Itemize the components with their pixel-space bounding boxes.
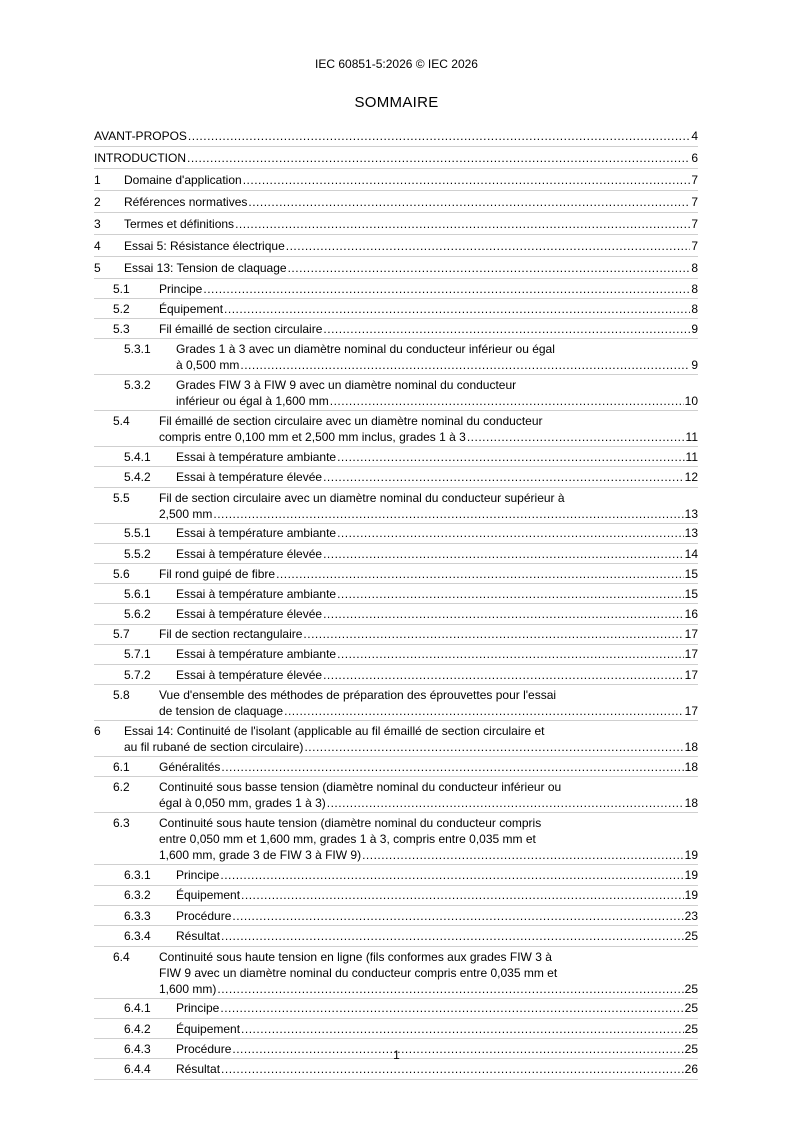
toc-entry[interactable] [94,544,698,564]
toc-entry-title-line: Essai à température ambiante [176,449,337,464]
toc-entry[interactable] [94,813,698,865]
dot-leader [276,566,684,582]
toc-entry[interactable] [94,169,698,191]
dot-leader [362,847,684,863]
toc-entry-title-line: INTRODUCTION [94,150,186,165]
dot-leader [235,216,690,232]
toc-entry-title-line: Principe [159,281,203,296]
toc-entry-title-line: Fil émaillé de section circulaire avec un diamètre nominal du conducteur [159,414,543,428]
toc-entry-number: 5.5.1 [124,526,151,541]
dot-leader [221,928,684,944]
toc-entry-title-line: Généralités [159,759,221,774]
toc-entry-title-line: Essai à température élevée [176,607,323,622]
toc-entry-title-line: Essai à température élevée [176,546,323,561]
toc-entry-page: 23 [684,908,698,923]
toc-entry-title-line: Essai à température ambiante [176,647,337,662]
toc-entry[interactable] [94,339,698,375]
toc-entry[interactable] [94,235,698,257]
toc-entry-number: 5.5.2 [124,546,151,561]
dot-leader [304,739,683,755]
toc-entry-number: 6.4.1 [124,1001,151,1016]
toc-entry-title-line: Vue d'ensemble des méthodes de préparation des éprouvettes pour l'essai [159,688,557,703]
toc-entry-title-line: Grades FIW 3 à FIW 9 avec un diamètre nominal du conducteur [176,378,517,392]
toc-entry-page: 12 [684,469,698,484]
toc-entry[interactable] [94,411,698,447]
toc-entry[interactable] [94,665,698,685]
toc-entry-number: 2 [94,194,101,209]
toc-entry-title-line: entre 0,050 mm et 1,600 mm, grades 1 à 3, compris entre 0,035 mm et [159,832,536,847]
toc-entry-page: 9 [691,358,698,372]
toc-entry-number: 6 [94,724,101,739]
toc-entry[interactable] [94,257,698,279]
toc-entry[interactable] [94,524,698,544]
toc-entry-title-line: 2,500 mm [159,506,213,521]
toc-entry-title-line: Fil de section circulaire avec un diamètre nominal du conducteur supérieur à [159,490,565,505]
toc-entry-title-line: à 0,500 mm [176,358,240,372]
dot-leader [337,646,684,662]
toc-entry-number: 6.3.3 [124,908,151,923]
toc-entry[interactable] [94,757,698,777]
toc-entry-number: 5.4.2 [124,469,151,484]
toc-entry-page: 25 [684,928,698,943]
toc-entry-number: 5.7.2 [124,667,151,682]
toc-entry-page: 7 [691,238,698,253]
toc-entry-title-line: au fil rubané de section circulaire) [124,740,304,755]
toc-entry-number: 5.3.1 [124,342,151,356]
toc-entry-title-line: Principe [176,868,220,883]
dot-leader [203,281,690,297]
dot-leader [323,546,684,562]
toc-entry-page: 18 [684,740,698,755]
dot-leader [232,908,683,924]
dot-leader [240,357,690,373]
toc-entry-page: 17 [684,667,698,682]
toc-entry-number: 6.3.2 [124,888,151,903]
toc-entry-number: 5.6.2 [124,607,151,622]
toc-entry-number: 6.1 [113,759,130,774]
toc-entry-page: 18 [684,796,698,811]
toc-entry-page: 15 [684,586,698,601]
toc-entry[interactable] [94,299,698,319]
toc-entry-page: 11 [685,449,698,464]
dot-leader [467,429,685,445]
toc-entry-title-line: Essai 5: Résistance électrique [124,238,285,253]
toc-entry[interactable] [94,999,698,1019]
toc-entry-number: 5.2 [113,301,130,316]
toc-entry-number: 6.4.3 [124,1041,151,1056]
toc-entry-page: 18 [684,759,698,774]
dot-leader [221,1061,684,1077]
dot-leader [337,525,684,541]
toc-entry-page: 25 [684,1021,698,1036]
toc-entry-page: 11 [685,430,698,444]
dot-leader [323,606,684,622]
toc-entry-title-line: Essai 13: Tension de claquage [124,260,287,275]
toc-entry-title-line: Essai 14: Continuité de l'isolant (applicable au fil émaillé de section circulaire et [124,724,545,739]
dot-leader [224,301,690,317]
toc-entry-page: 13 [684,506,698,521]
page-title: SOMMAIRE [354,94,439,111]
toc-entry-title-line: Fil de section rectangulaire [159,627,303,642]
toc-entry[interactable] [94,685,698,721]
toc-entry-page: 7 [691,172,698,187]
toc-entry[interactable] [94,1019,698,1039]
dot-leader [188,128,690,144]
toc-entry-number: 6.2 [113,780,130,795]
toc-entry-page: 26 [684,1062,698,1077]
dot-leader [330,393,684,409]
toc-entry-number: 6.3.4 [124,928,151,943]
toc-entry-page: 16 [684,607,698,622]
toc-entry-page: 14 [684,546,698,561]
dot-leader [286,238,691,254]
dot-leader [323,469,684,485]
toc-entry-number: 5.7 [113,627,130,642]
toc-entry-number: 5.5 [113,490,130,505]
toc-entry-page: 25 [684,981,698,996]
toc-entry[interactable] [94,906,698,926]
toc-entry-page: 19 [684,848,698,863]
toc-entry[interactable] [94,191,698,213]
toc-entry-page: 17 [684,704,698,719]
toc-entry[interactable] [94,488,698,524]
toc-entry-title-line: Procédure [176,908,232,923]
toc-entry-number: 4 [94,238,101,253]
toc-entry-page: 9 [691,321,698,336]
toc-entry[interactable] [94,865,698,885]
toc-entry-number: 5.7.1 [124,647,151,662]
dot-leader [241,887,684,903]
toc-entry-title-line: Équipement [159,301,224,316]
dot-leader [221,759,683,775]
dot-leader [327,795,684,811]
toc-entry-number: 6.4.4 [124,1062,151,1077]
toc-entry-title-line: Continuité sous haute tension en ligne (fils conformes aux grades FIW 3 à [159,949,552,964]
toc-entry[interactable] [94,467,698,487]
toc-entry[interactable] [94,125,698,147]
toc-entry-page: 25 [684,1041,698,1056]
toc-entry-number: 5.4 [113,414,130,428]
toc-entry-page: 17 [684,627,698,642]
toc-entry-page: 8 [691,260,698,275]
dot-leader [284,703,684,719]
toc-entry-page: 13 [684,526,698,541]
toc-entry-number: 5.3.2 [124,378,151,392]
toc-entry-page: 17 [684,647,698,662]
toc-entry-title-line: Fil émaillé de section circulaire [159,321,323,336]
toc-entry-page: 8 [691,301,698,316]
dot-leader [220,1000,683,1016]
dot-leader [213,506,683,522]
toc-entry-page: 6 [691,150,698,165]
dot-leader [337,586,684,602]
toc-entry[interactable] [94,319,698,339]
toc-entry[interactable] [94,645,698,665]
toc-entry-number: 1 [94,172,101,187]
toc-entry[interactable] [94,604,698,624]
toc-entry[interactable] [94,147,698,169]
toc-entry-title-line: Essai à température ambiante [176,526,337,541]
toc-entry[interactable] [94,721,698,757]
toc-entry-title-line: égal à 0,050 mm, grades 1 à 3) [159,796,326,811]
toc-entry-title-line: AVANT-PROPOS [94,128,187,143]
dot-leader [248,194,690,210]
toc-entry-title-line: Principe [176,1001,220,1016]
toc-entry-page: 8 [691,281,698,296]
toc-entry-page: 19 [684,868,698,883]
toc-entry-title-line: 1,600 mm) [159,981,217,996]
dot-leader [303,626,683,642]
dot-leader [288,260,691,276]
toc-entry[interactable] [94,375,698,411]
toc-entry-number: 5.6.1 [124,586,151,601]
toc-entry[interactable] [94,584,698,604]
dot-leader [243,172,691,188]
toc-entry-title-line: Équipement [176,888,241,903]
dot-leader [187,150,690,166]
toc-entry[interactable] [94,886,698,906]
toc-entry-title-line: Domaine d'application [124,172,242,187]
toc-entry-number: 5.1 [113,281,130,296]
toc-entry-title-line: Grades 1 à 3 avec un diamètre nominal du conducteur inférieur ou égal [176,342,555,356]
dot-leader [217,981,683,997]
toc-entry-number: 6.3.1 [124,868,151,883]
table-of-contents [94,125,698,1080]
toc-entry-title-line: Continuité sous basse tension (diamètre nominal du conducteur inférieur ou [159,780,562,795]
dot-leader [323,321,690,337]
page-number: 1 [393,1048,400,1062]
toc-entry-title-line: 1,600 mm, grade 3 de FIW 3 à FIW 9) [159,848,362,863]
toc-entry[interactable] [94,625,698,645]
toc-entry-number: 5.4.1 [124,449,151,464]
toc-entry-number: 6.4.2 [124,1021,151,1036]
toc-entry[interactable] [94,926,698,946]
dot-leader [337,449,684,465]
toc-entry[interactable] [94,213,698,235]
dot-leader [241,1021,684,1037]
toc-entry-title-line: Essai à température élevée [176,469,323,484]
toc-entry[interactable] [94,777,698,813]
toc-entry-number: 3 [94,216,101,231]
toc-entry-title-line: Résultat [176,928,221,943]
toc-entry-page: 15 [684,566,698,581]
toc-entry-number: 5.8 [113,688,130,703]
toc-entry-page: 19 [684,888,698,903]
dot-leader [220,867,683,883]
toc-entry[interactable] [94,447,698,467]
toc-entry-title-line: Équipement [176,1021,241,1036]
toc-entry-title-line: de tension de claquage [159,704,284,719]
toc-entry-page: 7 [691,216,698,231]
document-header: IEC 60851-5:2026 © IEC 2026 [315,57,478,71]
toc-entry-number: 6.4 [113,949,130,964]
toc-entry-title-line: Essai à température élevée [176,667,323,682]
toc-entry-title-line: Essai à température ambiante [176,586,337,601]
toc-entry-number: 5.6 [113,566,130,581]
toc-entry-title-line: Procédure [176,1041,232,1056]
toc-entry-title-line: Continuité sous haute tension (diamètre nominal du conducteur compris [159,816,542,831]
toc-entry-page: 10 [684,394,698,408]
toc-entry-number: 5 [94,260,101,275]
toc-entry-number: 5.3 [113,321,130,336]
toc-entry-title-line: Résultat [176,1062,221,1077]
toc-entry-number: 6.3 [113,816,130,831]
toc-entry-page: 25 [684,1001,698,1016]
toc-entry[interactable] [94,279,698,299]
toc-entry-title-line: inférieur ou égal à 1,600 mm [176,394,329,408]
toc-entry-page: 4 [691,128,698,143]
toc-entry-title-line: Termes et définitions [124,216,235,231]
toc-entry[interactable] [94,564,698,584]
toc-entry-title-line: Fil rond guipé de fibre [159,566,276,581]
toc-entry[interactable] [94,947,698,999]
toc-entry-title-line: Références normatives [124,194,248,209]
toc-entry[interactable] [94,1059,698,1079]
toc-entry-page: 7 [691,194,698,209]
dot-leader [323,667,684,683]
toc-entry-title-line: compris entre 0,100 mm et 2,500 mm inclus, grades 1 à 3 [159,430,466,444]
toc-entry-title-line: FIW 9 avec un diamètre nominal du conducteur compris entre 0,035 mm et [159,965,558,980]
